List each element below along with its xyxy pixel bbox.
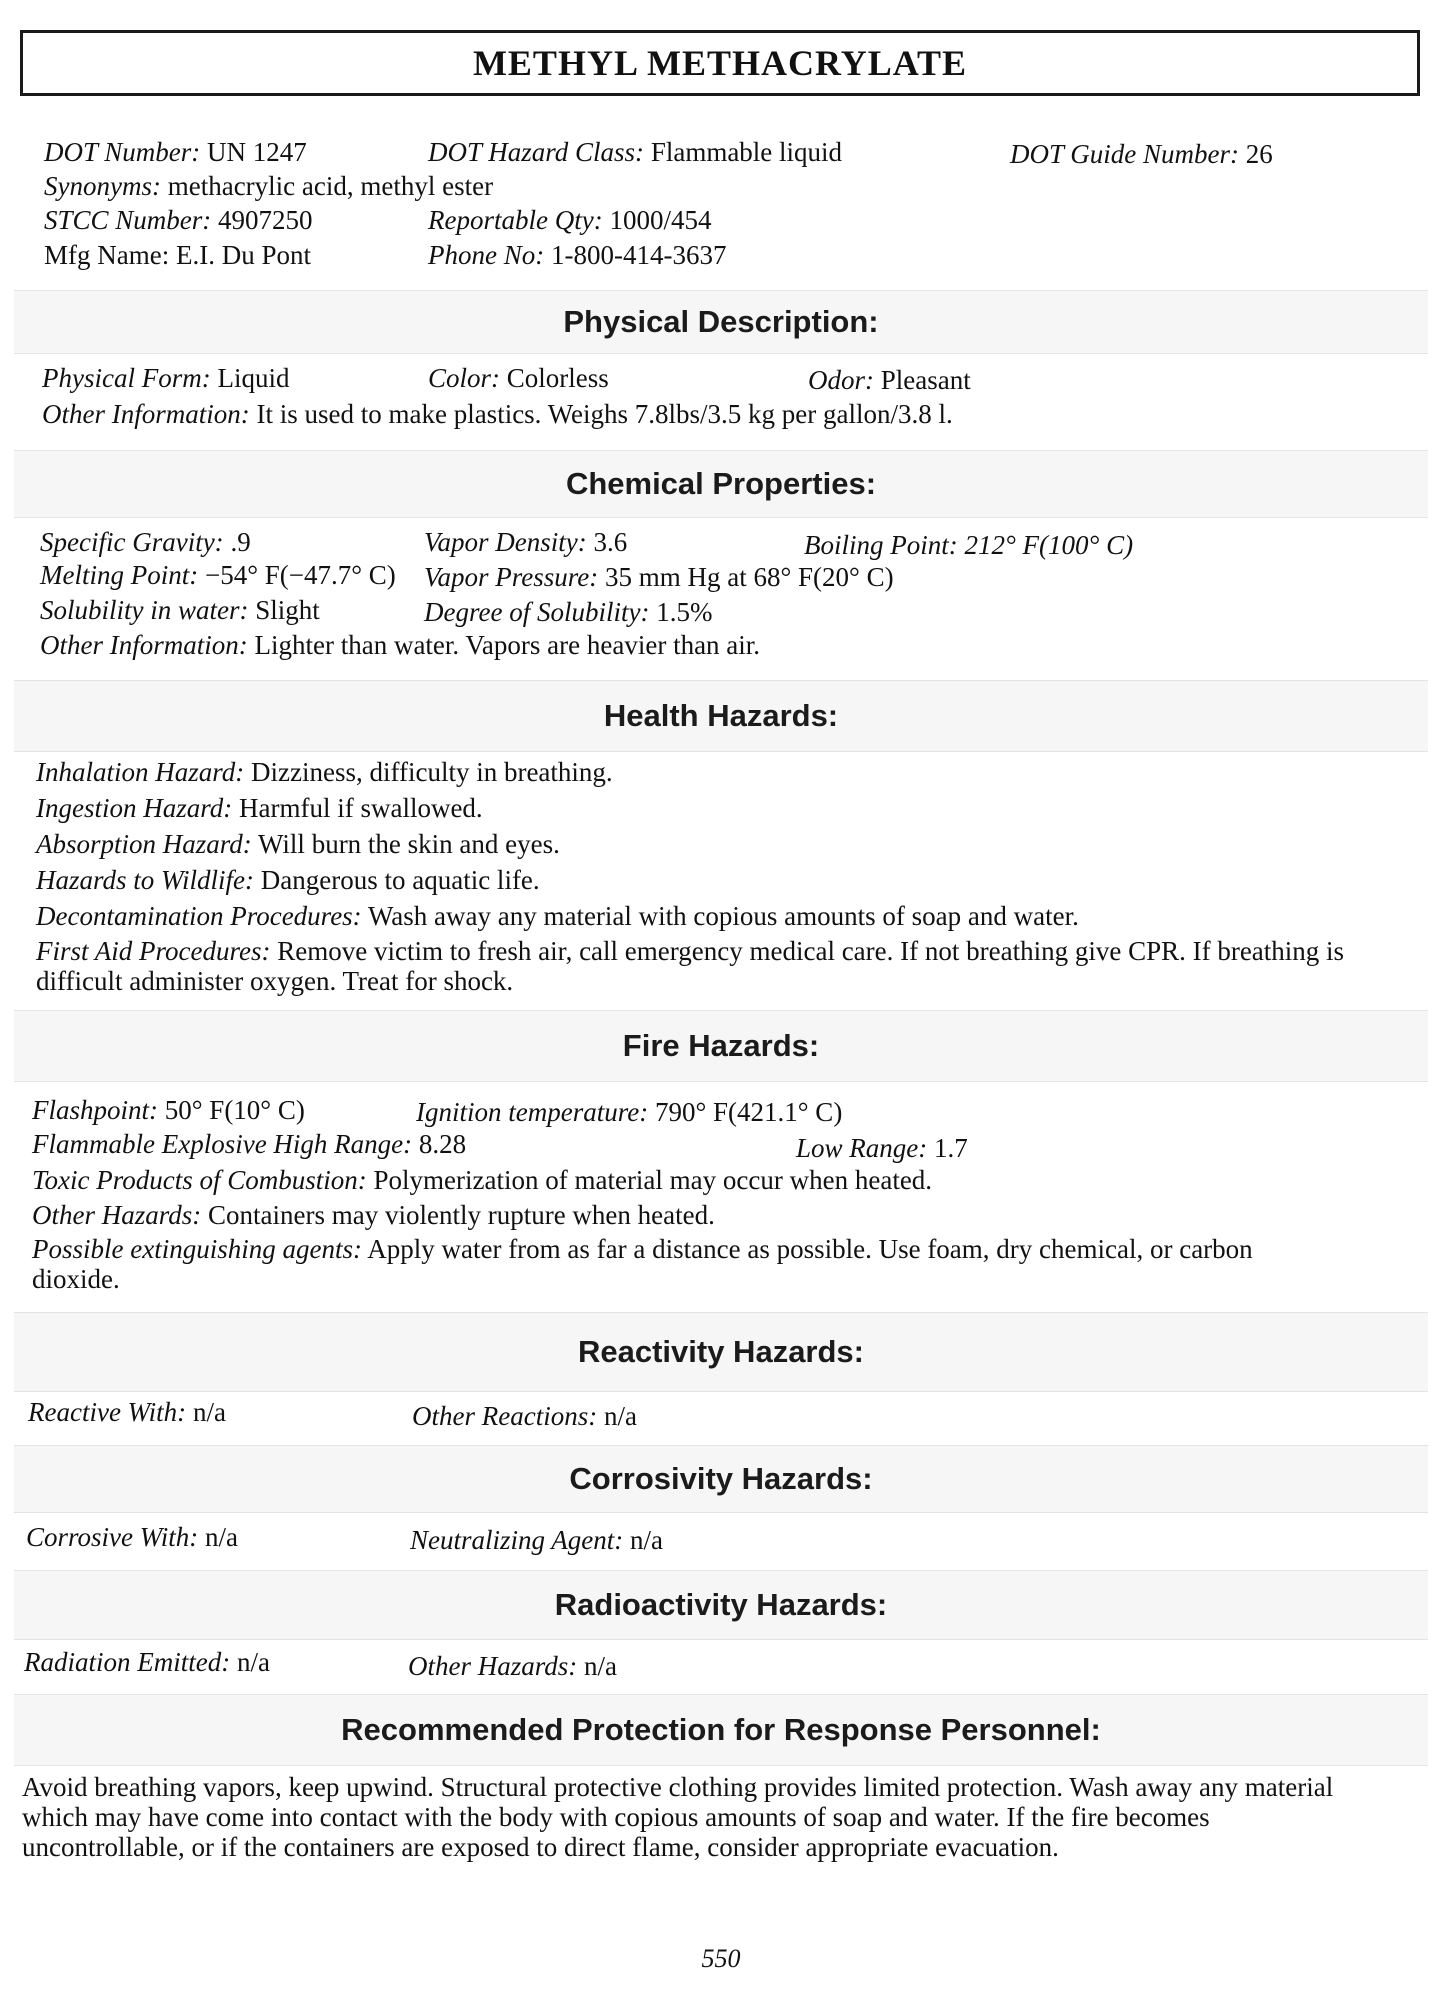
page-number: 550 [701, 1944, 741, 1973]
chemical-other-information: Other Information: Lighter than water. Vapors are heavier than air. [40, 630, 761, 660]
section-header-physical [14, 290, 1428, 354]
color: Color: Colorless [428, 363, 609, 393]
section-header-radioactivity [14, 1570, 1428, 1640]
dot-number: DOT Number: UN 1247 [44, 137, 307, 167]
toxic-products-of-combustion: Toxic Products of Combustion: Polymerization of material may occur when heated. [32, 1165, 933, 1195]
section-title: Corrosivity Hazards: [569, 1461, 873, 1496]
odor: Odor: Pleasant [808, 365, 971, 395]
dot-hazard-class: DOT Hazard Class: Flammable liquid [428, 137, 843, 167]
section-title: Recommended Protection for Response Personnel: [341, 1712, 1101, 1747]
synonyms: Synonyms: methacrylic acid, methyl ester [44, 171, 494, 201]
inhalation-hazard: Inhalation Hazard: Dizziness, difficulty in breathing. [36, 757, 613, 787]
decontamination-procedures: Decontamination Procedures: Wash away any material with copious amounts of soap and water. [36, 901, 1079, 931]
mfg-name: Mfg Name: E.I. Du Pont [44, 240, 311, 270]
neutralizing-agent: Neutralizing Agent: n/a [410, 1525, 663, 1555]
hazards-to-wildlife: Hazards to Wildlife: Dangerous to aquatic life. [36, 865, 540, 895]
possible-extinguishing-agents: Possible extinguishing agents: Apply water from as far a distance as possible. Use foam, dry chemical, or carbon dioxide. [32, 1234, 1253, 1294]
title-box [20, 30, 1420, 96]
radiation-emitted: Radiation Emitted: n/a [24, 1647, 270, 1677]
section-title: Health Hazards: [603, 698, 839, 733]
section-header-protection [14, 1694, 1428, 1766]
flammable-explosive-high-range: Flammable Explosive High Range: 8.28 [32, 1129, 467, 1159]
physical-other-information: Other Information: It is used to make plastics. Weighs 7.8lbs/3.5 kg per gallon/3.8 l. [42, 399, 953, 429]
section-header-fire [14, 1010, 1428, 1082]
physical-form: Physical Form: Liquid [42, 363, 290, 393]
boiling-point: Boiling Point: 212° F(100° C) [804, 530, 1134, 560]
degree-of-solubility: Degree of Solubility: 1.5% [424, 597, 713, 627]
dot-guide-number: DOT Guide Number: 26 [1010, 139, 1273, 169]
section-title: Chemical Properties: [565, 466, 877, 501]
vapor-density: Vapor Density: 3.6 [424, 527, 628, 557]
absorption-hazard: Absorption Hazard: Will burn the skin and eyes. [36, 829, 560, 859]
phone-no: Phone No: 1-800-414-3637 [428, 240, 727, 270]
ignition-temperature: Ignition temperature: 790° F(421.1° C) [416, 1097, 843, 1127]
reactive-with: Reactive With: n/a [28, 1397, 226, 1427]
section-header-chemical [14, 450, 1428, 518]
protection-text: Avoid breathing vapors, keep upwind. Structural protective clothing provides limited protection. Wash away any material which may have come into contact with the body with copious amounts of soap and water. If the fire becomes uncontrollable, or if the containers are exposed to direct flame, consider appropriate evacuation. [22, 1772, 1334, 1862]
section-title: Reactivity Hazards: [577, 1334, 864, 1369]
solubility-in-water: Solubility in water: Slight [40, 595, 320, 625]
fire-other-hazards: Other Hazards: Containers may violently rupture when heated. [32, 1200, 715, 1230]
section-header-health [14, 680, 1428, 752]
specific-gravity: Specific Gravity: .9 [40, 527, 251, 557]
other-reactions: Other Reactions: n/a [412, 1401, 637, 1431]
low-range: Low Range: 1.7 [796, 1133, 968, 1163]
melting-point: Melting Point: −54° F(−47.7° C) [40, 560, 396, 590]
corrosive-with: Corrosive With: n/a [26, 1522, 238, 1552]
ingestion-hazard: Ingestion Hazard: Harmful if swallowed. [36, 793, 483, 823]
stcc-number: STCC Number: 4907250 [44, 205, 313, 235]
reportable-qty: Reportable Qty: 1000/454 [428, 205, 712, 235]
vapor-pressure: Vapor Pressure: 35 mm Hg at 68° F(20° C) [424, 562, 894, 592]
section-header-reactivity [14, 1312, 1428, 1392]
section-title: Fire Hazards: [622, 1028, 820, 1063]
first-aid-procedures: First Aid Procedures: Remove victim to fresh air, call emergency medical care. If not breathing give CPR. If breathing is difficult administer oxygen. Treat for shock. [36, 936, 1345, 996]
section-title: Physical Description: [563, 304, 879, 339]
section-title: Radioactivity Hazards: [554, 1587, 888, 1622]
page-title: METHYL METHACRYLATE [472, 43, 968, 83]
radioactivity-other-hazards: Other Hazards: n/a [408, 1651, 618, 1681]
section-header-corrosivity [14, 1445, 1428, 1513]
flashpoint: Flashpoint: 50° F(10° C) [32, 1095, 305, 1125]
